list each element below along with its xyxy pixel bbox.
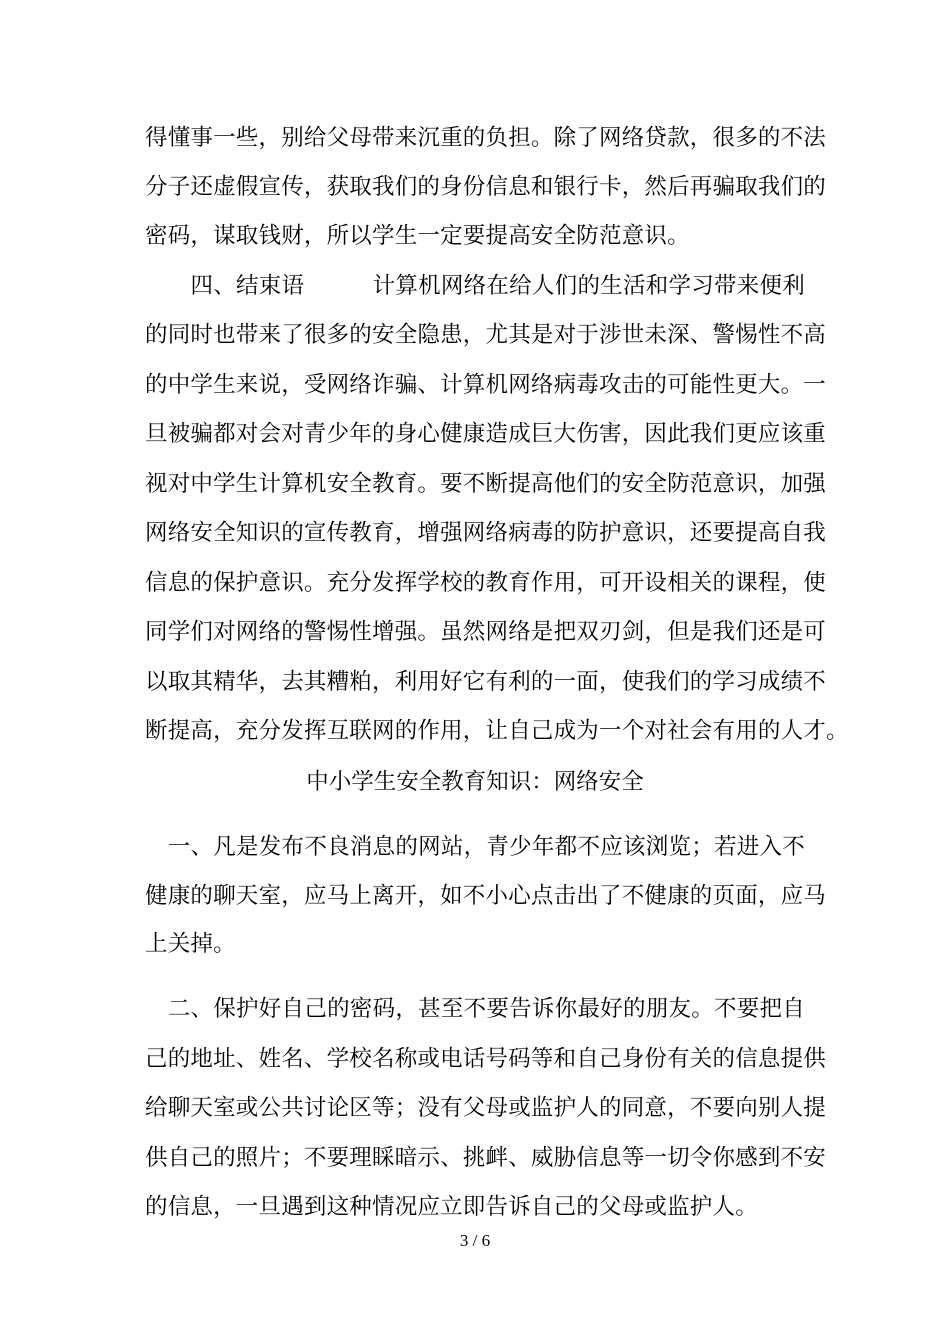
list-item-line: 供自己的照片；不要理睬暗示、挑衅、威胁信息等一切令你感到不安	[145, 1145, 827, 1171]
list-item-line: 的信息，一旦遇到这种情况应立即告诉自己的父母或监护人。	[145, 1194, 758, 1220]
section-title: 中小学生安全教育知识：网络安全	[306, 769, 644, 795]
paragraph-line: 断提高，充分发挥互联网的作用，让自己成为一个对社会有用的人才。	[145, 718, 849, 744]
list-item-line: 健康的聊天室，应马上离开，如不小心点击出了不健康的页面，应马	[145, 883, 827, 909]
list-item-line: 上关掉。	[145, 931, 236, 957]
paragraph-line: 的同时也带来了很多的安全隐患，尤其是对于涉世未深、警惕性不高	[145, 322, 827, 348]
paragraph-line: 密码，谋取钱财，所以学生一定要提高安全防范意识。	[145, 223, 690, 249]
paragraph-line: 旦被骗都对会对青少年的身心健康造成巨大伤害，因此我们更应该重	[145, 421, 827, 447]
list-item-line: 己的地址、姓名、学校名称或电话号码等和自己身份有关的信息提供	[145, 1046, 827, 1072]
conclusion-heading-line: 四、结束语 计算机网络在给人们的生活和学习带来便利	[145, 273, 805, 299]
list-item-line: 给聊天室或公共讨论区等；没有父母或监护人的同意，不要向别人提	[145, 1095, 827, 1121]
paragraph-line: 视对中学生计算机安全教育。要不断提高他们的安全防范意识，加强	[145, 471, 827, 497]
list-item-line: 二、保护好自己的密码，甚至不要告诉你最好的朋友。不要把自	[145, 996, 805, 1022]
paragraph-line: 分子还虚假宣传，获取我们的身份信息和银行卡，然后再骗取我们的	[145, 174, 827, 200]
paragraph-line: 的中学生来说，受网络诈骗、计算机网络病毒攻击的可能性更大。一	[145, 372, 827, 398]
page-number: 3 / 6	[459, 1231, 491, 1250]
paragraph-line: 网络安全知识的宣传教育，增强网络病毒的防护意识，还要提高自我	[145, 520, 827, 546]
paragraph-line: 同学们对网络的警惕性增强。虽然网络是把双刃剑，但是我们还是可	[145, 619, 827, 645]
paragraph-line: 信息的保护意识。充分发挥学校的教育作用，可开设相关的课程，使	[145, 570, 827, 596]
paragraph-line: 得懂事一些，别给父母带来沉重的负担。除了网络贷款，很多的不法	[145, 125, 827, 151]
paragraph-line: 以取其精华，去其糟粕，利用好它有利的一面，使我们的学习成绩不	[145, 669, 827, 695]
list-item-line: 一、凡是发布不良消息的网站，青少年都不应该浏览；若进入不	[145, 834, 805, 860]
